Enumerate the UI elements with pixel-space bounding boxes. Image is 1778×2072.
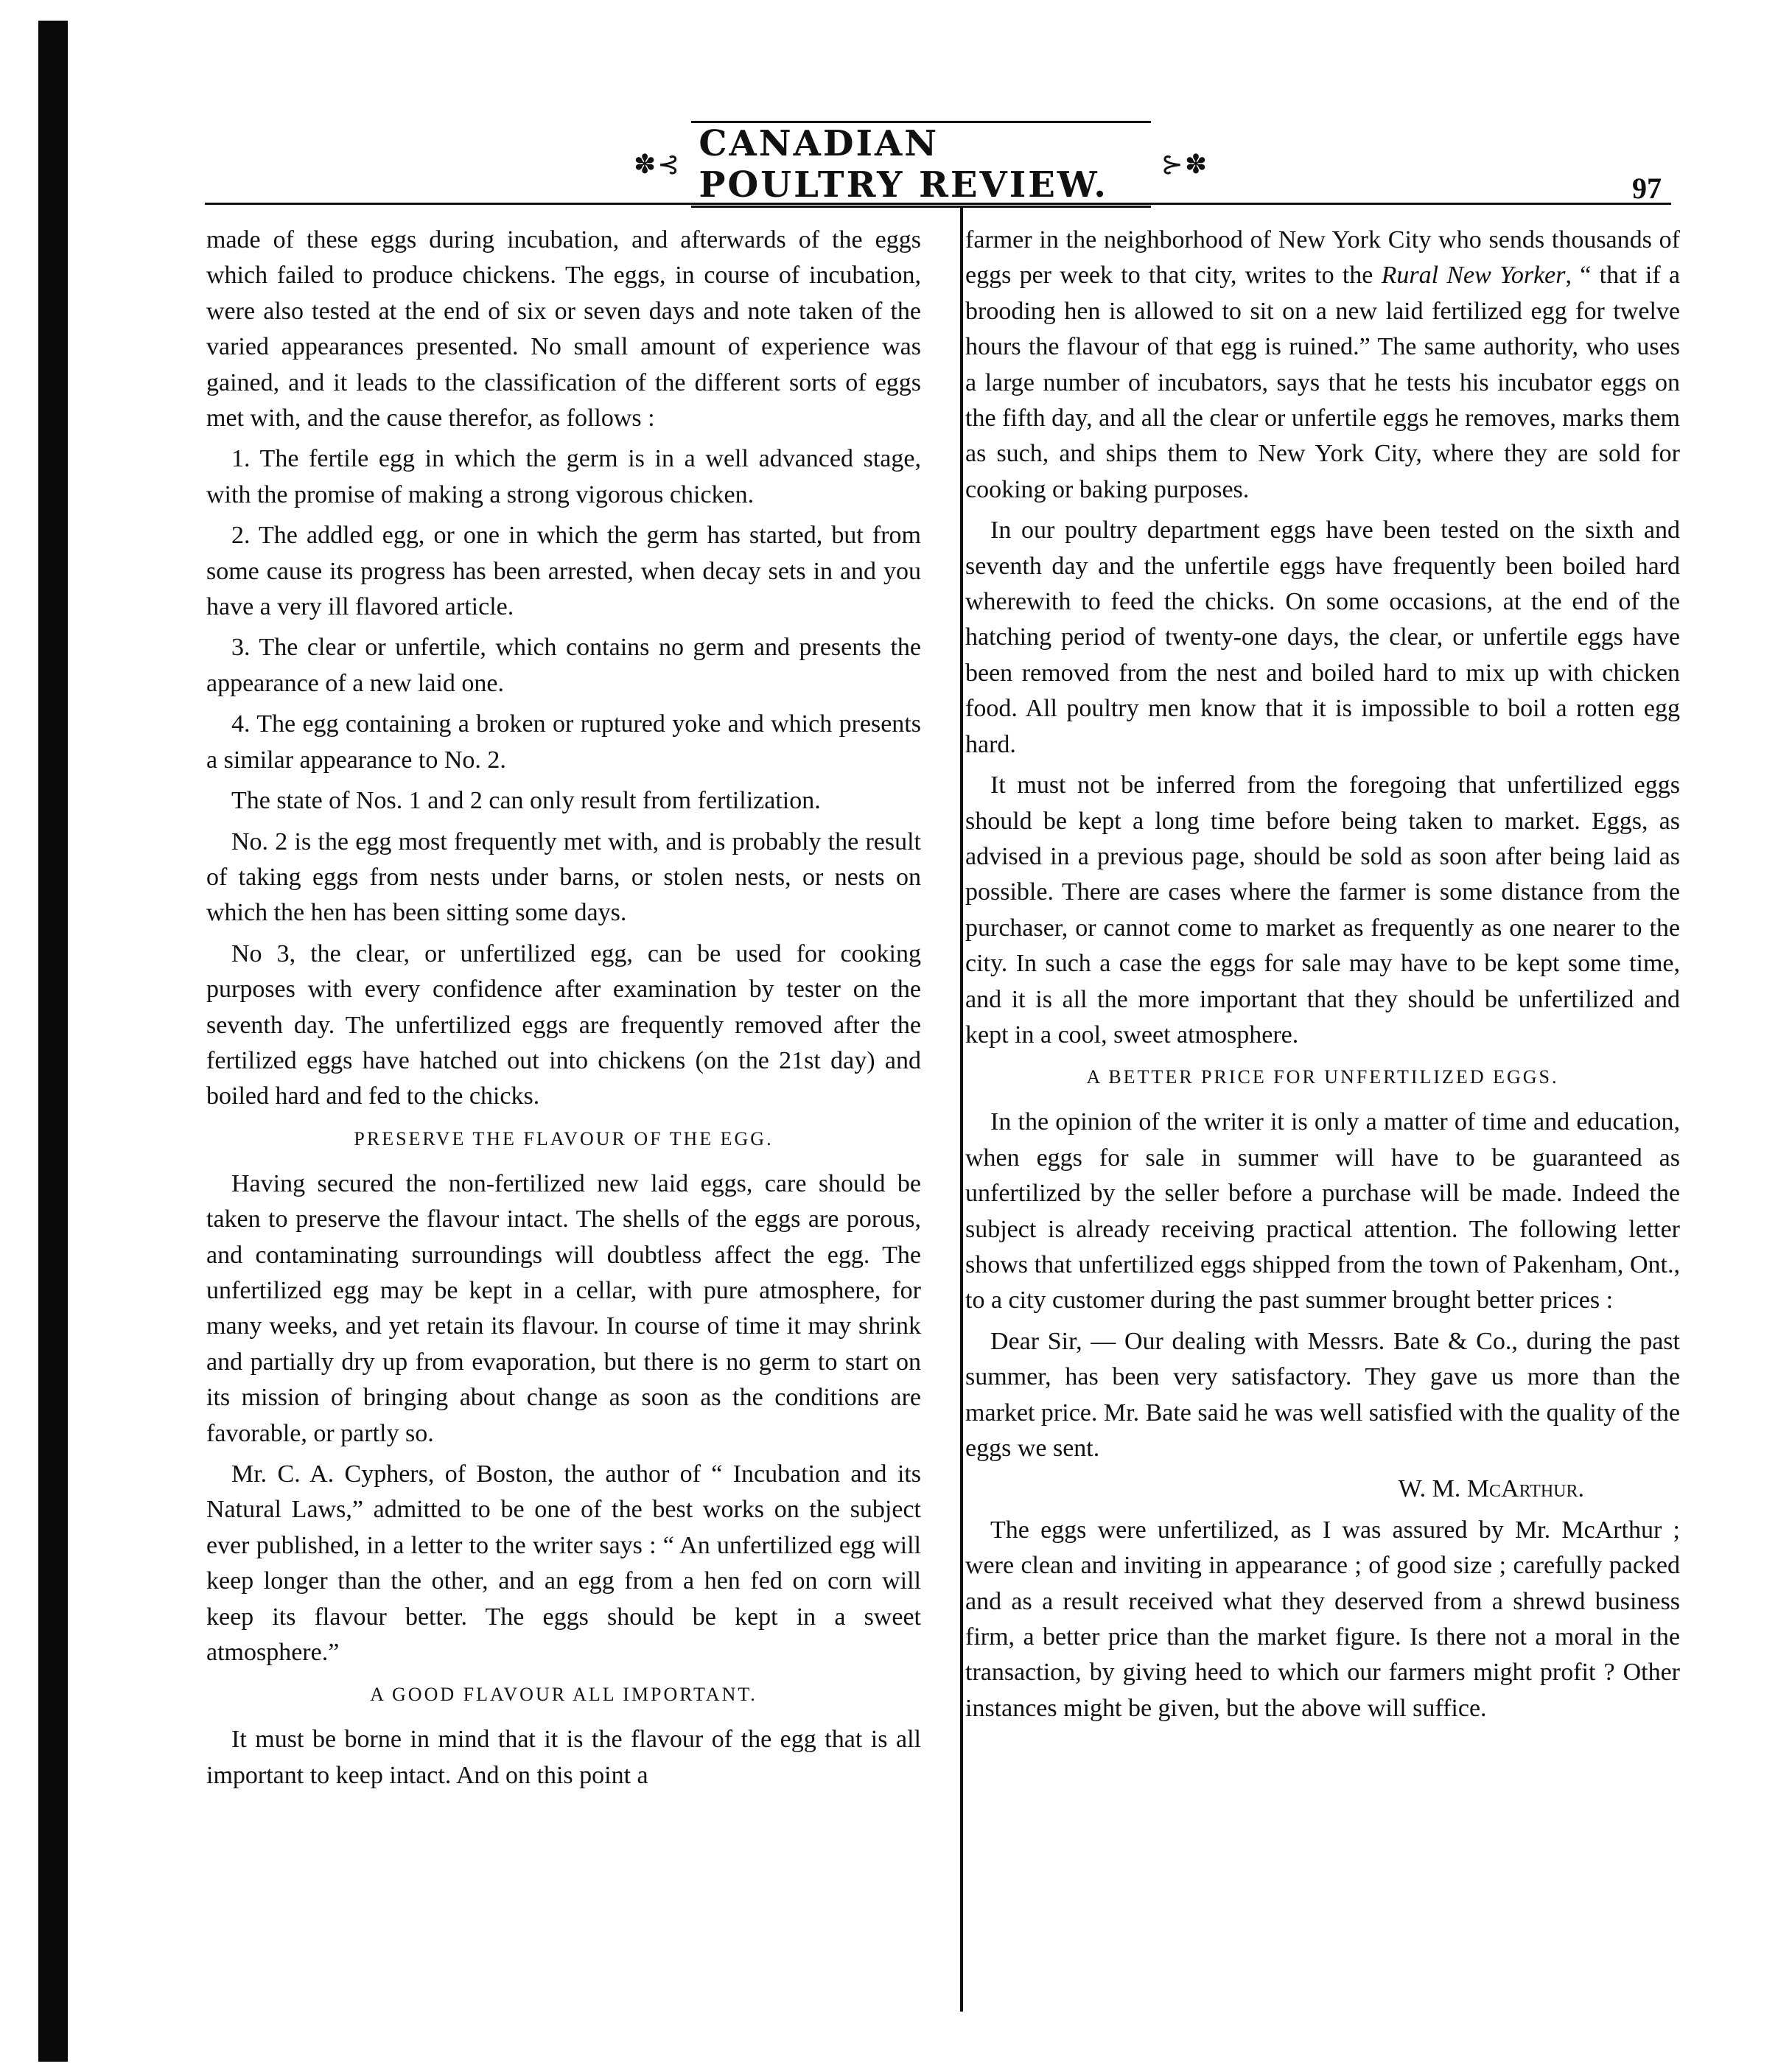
letter-body: Dear Sir, — Our dealing with Messrs. Bate & Co., during the past summer, has been very satisfactory. They gave us more than the market price. Mr. Bate said he was well satisfied with the quality of the eggs we sent. [965, 1327, 1680, 1462]
masthead [634, 123, 1208, 206]
section-heading-preserve: PRESERVE THE FLAVOUR OF THE EGG. [354, 1127, 774, 1149]
text-run: , “ that if a brooding hen is allowed to sit on a new laid fertilized egg for twelve hours the flavour of that egg is ruined.” The same authority, who uses a large number of incubators, says that he tests his incubator eggs on the fifth day, and all the clear or unfertile eggs he removes, marks them as such, and ships them to New York City, where they are sold for cooking or baking purposes. [965, 262, 1680, 503]
header-rule [205, 203, 1671, 205]
paragraph: In our poultry department eggs have been tested on the sixth and seventh day and the unfertile eggs have frequently been boiled hard wherewith to feed the chicks. On some occasions, at the end of the hatching period of twenty-one days, the clear, or unfertile eggs have been removed from the nest and boiled hard to mix up with chicken food. All poultry men know that it is impossible to boil a rotten egg hard. [965, 517, 1680, 758]
paragraph: No 3, the clear, or unfertilized egg, can be used for cooking purposes with every confidence after examination by tester on the seventh day. The unfertilized eggs are frequently removed after the fertilized eggs have hatched out into chickens (on the 21st day) and boiled hard and fed to the chicks. [206, 939, 921, 1110]
publication-title: Rural New Yorker [1381, 262, 1566, 290]
paragraph-continued [965, 223, 1680, 508]
section-heading-good-flavour: A GOOD FLAVOUR ALL IMPORTANT. [370, 1684, 757, 1706]
page-number: 97 [1632, 172, 1662, 205]
ornament-left-icon: ✽⊰ [634, 149, 682, 180]
paragraph: It must be borne in mind that it is the flavour of the egg that is all important to keep intact. And on this point a [206, 1726, 921, 1789]
paragraph: The state of Nos. 1 and 2 can only result from fertilization. [231, 787, 821, 815]
text-run: farmer in the neighborhood of New York City who sends thousands of eggs per week to that city, writes to the [965, 226, 1680, 290]
binding-edge [38, 21, 68, 2062]
paragraph: No. 2 is the egg most frequently met with, and is probably the result of taking eggs from nests under barns, or stolen nests, or nests on which the hen has been sitting some days. [206, 827, 921, 927]
list-item-addled: 2. The addled egg, or one in which the germ has started, but from some cause its progress has been arrested, when decay sets in and you have a very ill flavored article. [206, 522, 921, 621]
right-column [965, 223, 1680, 1732]
paragraph: The eggs were unfertilized, as I was assured by Mr. McArthur ; were clean and inviting in appearance ; of good size ; carefully packed and as a result received what they deserved from a shrewd business firm, a better price than the market figure. Is there not a moral in the transaction, by giving heed to which our farmers might profit ? Other instances might be given, but the above will suffice. [965, 1516, 1680, 1722]
masthead-title: CANADIAN POULTRY REVIEW. [691, 121, 1150, 208]
left-column [206, 223, 921, 1799]
section-heading-better-price: A BETTER PRICE FOR UNFERTILIZED EGGS. [1086, 1066, 1559, 1088]
list-item-fertile: 1. The fertile egg in which the germ is in a well advanced stage, with the promise of making a strong vigorous chicken. [206, 445, 921, 508]
paragraph: Mr. C. A. Cyphers, of Boston, the author of “ Incubation and its Natural Laws,” admitted to be one of the best works on the subject ever published, in a letter to the writer says : “ An unfertilized egg will keep longer than the other, and an egg from a hen fed on corn will keep its flavour better. The eggs should be kept in a sweet atmosphere.” [206, 1460, 921, 1667]
paragraph: made of these eggs during incubation, and afterwards of the eggs which failed to produce chickens. The eggs, in course of incubation, were also tested at the end of six or seven days and note taken of the varied appearances presented. No small amount of experience was gained, and it leads to the classification of the different sorts of eggs met with, and the cause therefor, as follows : [206, 226, 921, 433]
letter-signature: W. M. McArthur. [1398, 1475, 1584, 1503]
paragraph: It must not be inferred from the foregoing that unfertilized eggs should be kept a long time before being taken to market. Eggs, as advised in a previous page, should be sold as soon after being laid as possible. There are cases where the farmer is some distance from the purchaser, or cannot come to market as frequently as one nearer to the city. In such a case the eggs for sale may have to be kept some time, and it is all the more important that they should be unfertilized and kept in a cool, sweet atmosphere. [965, 771, 1680, 1049]
list-item-clear: 3. The clear or unfertile, which contains no germ and presents the appearance of a new laid one. [206, 634, 921, 697]
column-divider [960, 208, 963, 2012]
list-item-broken: 4. The egg containing a broken or ruptured yoke and which presents a similar appearance to No. 2. [206, 710, 921, 774]
paragraph: In the opinion of the writer it is only a matter of time and education, when eggs for sale in summer will have to be guaranteed as unfertilized by the seller before a purchase will be made. Indeed the subject is already receiving practical attention. The following letter shows that unfertilized eggs shipped from the town of Pakenham, Ont., to a city customer during the past summer brought better prices : [965, 1108, 1680, 1315]
ornament-right-icon: ⊱✽ [1161, 149, 1208, 180]
paragraph: Having secured the non-fertilized new laid eggs, care should be taken to preserve the flavour intact. The shells of the eggs are porous, and contaminating surroundings will doubtless affect the egg. The unfertilized egg may be kept in a cellar, with pure atmosphere, for many weeks, and yet retain its flavour. In course of time it may shrink and partially dry up from evaporation, but there is no germ to start on its mission of bringing about change as soon as the conditions are favorable, or partly so. [206, 1169, 921, 1447]
